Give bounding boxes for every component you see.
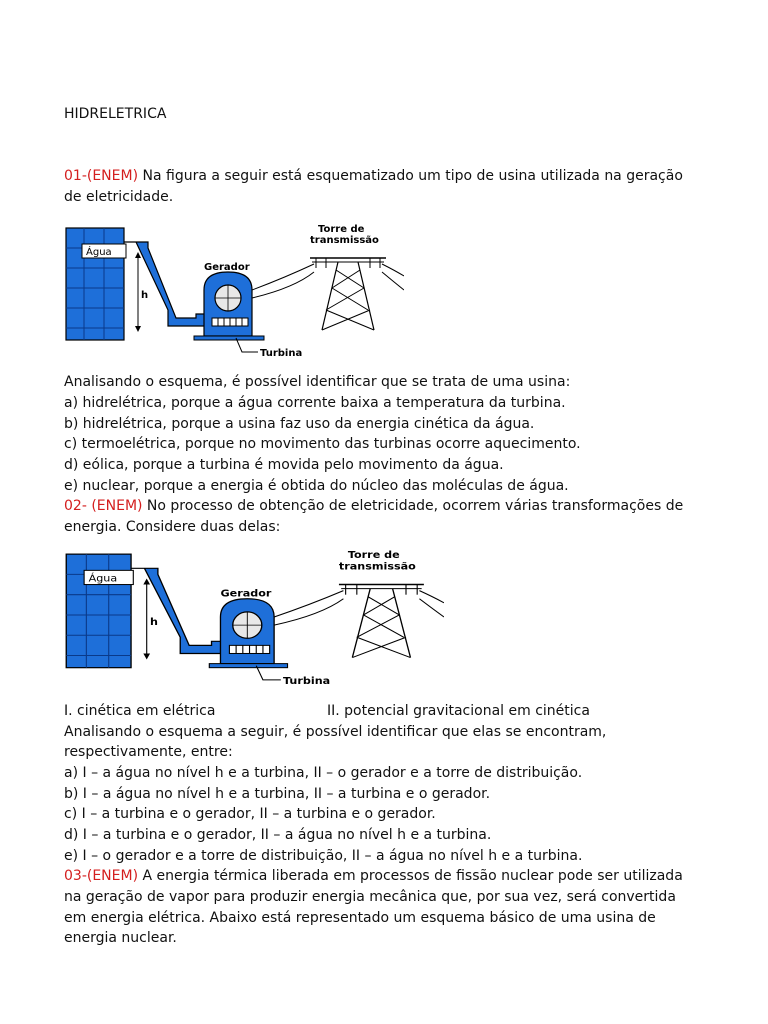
q1-tag: 01-(ENEM) [64, 168, 139, 184]
q2-intro-line-1 [64, 496, 683, 516]
hydro-plant-figure-2 [64, 544, 444, 692]
transmission-cable [274, 591, 343, 617]
q2-option-b: b) I – a água no nível h e a turbina, II – a turbina e o gerador. [64, 786, 491, 802]
q2-intro-line-2: energia. Considere duas delas: [64, 519, 281, 535]
q3-line-1-text: A energia térmica liberada em processos de fissão nuclear pode ser utilizada [138, 868, 683, 884]
q2-item-2: II. potencial gravitacional em cinética [327, 703, 590, 719]
q3-line-1 [64, 866, 683, 886]
generator-label: Gerador [204, 262, 250, 273]
height-label: h [141, 290, 149, 301]
q1-option-c: c) termoelétrica, porque no movimento das turbinas ocorre aquecimento. [64, 436, 581, 452]
page-title: HIDRELETRICA [64, 106, 167, 122]
q2-option-e: e) I – o gerador e a torre de distribuição, II – a água no nível h e a turbina. [64, 848, 583, 864]
q2-prompt-line-2: respectivamente, entre: [64, 744, 233, 760]
generator-label: Gerador [220, 587, 272, 600]
q2-prompt-line-1: Analisando o esquema a seguir, é possível identificar que elas se encontram, [64, 724, 607, 740]
q1-prompt: Analisando o esquema, é possível identificar que se trata de uma usina: [64, 374, 571, 390]
q2-option-c: c) I – a turbina e o gerador, II – a turbina e o gerador. [64, 806, 436, 822]
height-label: h [150, 615, 159, 628]
water-label: Água [86, 247, 112, 258]
q3-line-4: energia nuclear. [64, 930, 177, 946]
water-label: Água [88, 572, 118, 585]
q3-line-3: em energia elétrica. Abaixo está representado um esquema básico de uma usina de [64, 910, 656, 926]
hydro-plant-figure-1 [64, 218, 404, 364]
turbine-label: Turbina [260, 348, 303, 359]
q3-line-2: na geração de vapor para produzir energia mecânica que, por sua vez, será convertida [64, 889, 676, 905]
turbine-label: Turbina [283, 674, 331, 687]
q1-intro-line-2: de eletricidade. [64, 189, 174, 205]
q1-option-a: a) hidrelétrica, porque a água corrente baixa a temperatura da turbina. [64, 395, 566, 411]
q3-tag: 03-(ENEM) [64, 868, 139, 884]
q2-option-d: d) I – a turbina e o gerador, II – a água no nível h e a turbina. [64, 827, 492, 843]
q1-option-e: e) nuclear, porque a energia é obtida do núcleo das moléculas de água. [64, 478, 569, 494]
tower-label-line-1: Torre de [347, 548, 400, 562]
q1-intro-text: Na figura a seguir está esquematizado um tipo de usina utilizada na geração [138, 168, 683, 184]
q2-intro-text: No processo de obtenção de eletricidade, ocorrem várias transformações de [142, 498, 684, 514]
tower-label-line-1: Torre de [318, 224, 365, 235]
q1-option-b: b) hidrelétrica, porque a usina faz uso da energia cinética da água. [64, 416, 535, 432]
tower-label-line-2: transmissão [310, 235, 379, 246]
q2-item-1: I. cinética em elétrica [64, 703, 216, 719]
transmission-cable [252, 264, 314, 290]
transmission-tower [339, 585, 424, 658]
transmission-tower [310, 258, 386, 330]
q2-tag: 02- (ENEM) [64, 498, 143, 514]
q1-intro-line-1 [64, 166, 683, 186]
tower-label-line-2: transmissão [338, 559, 416, 573]
q2-option-a: a) I – a água no nível h e a turbina, II – o gerador e a torre de distribuição. [64, 765, 583, 781]
q1-option-d: d) eólica, porque a turbina é movida pelo movimento da água. [64, 457, 504, 473]
